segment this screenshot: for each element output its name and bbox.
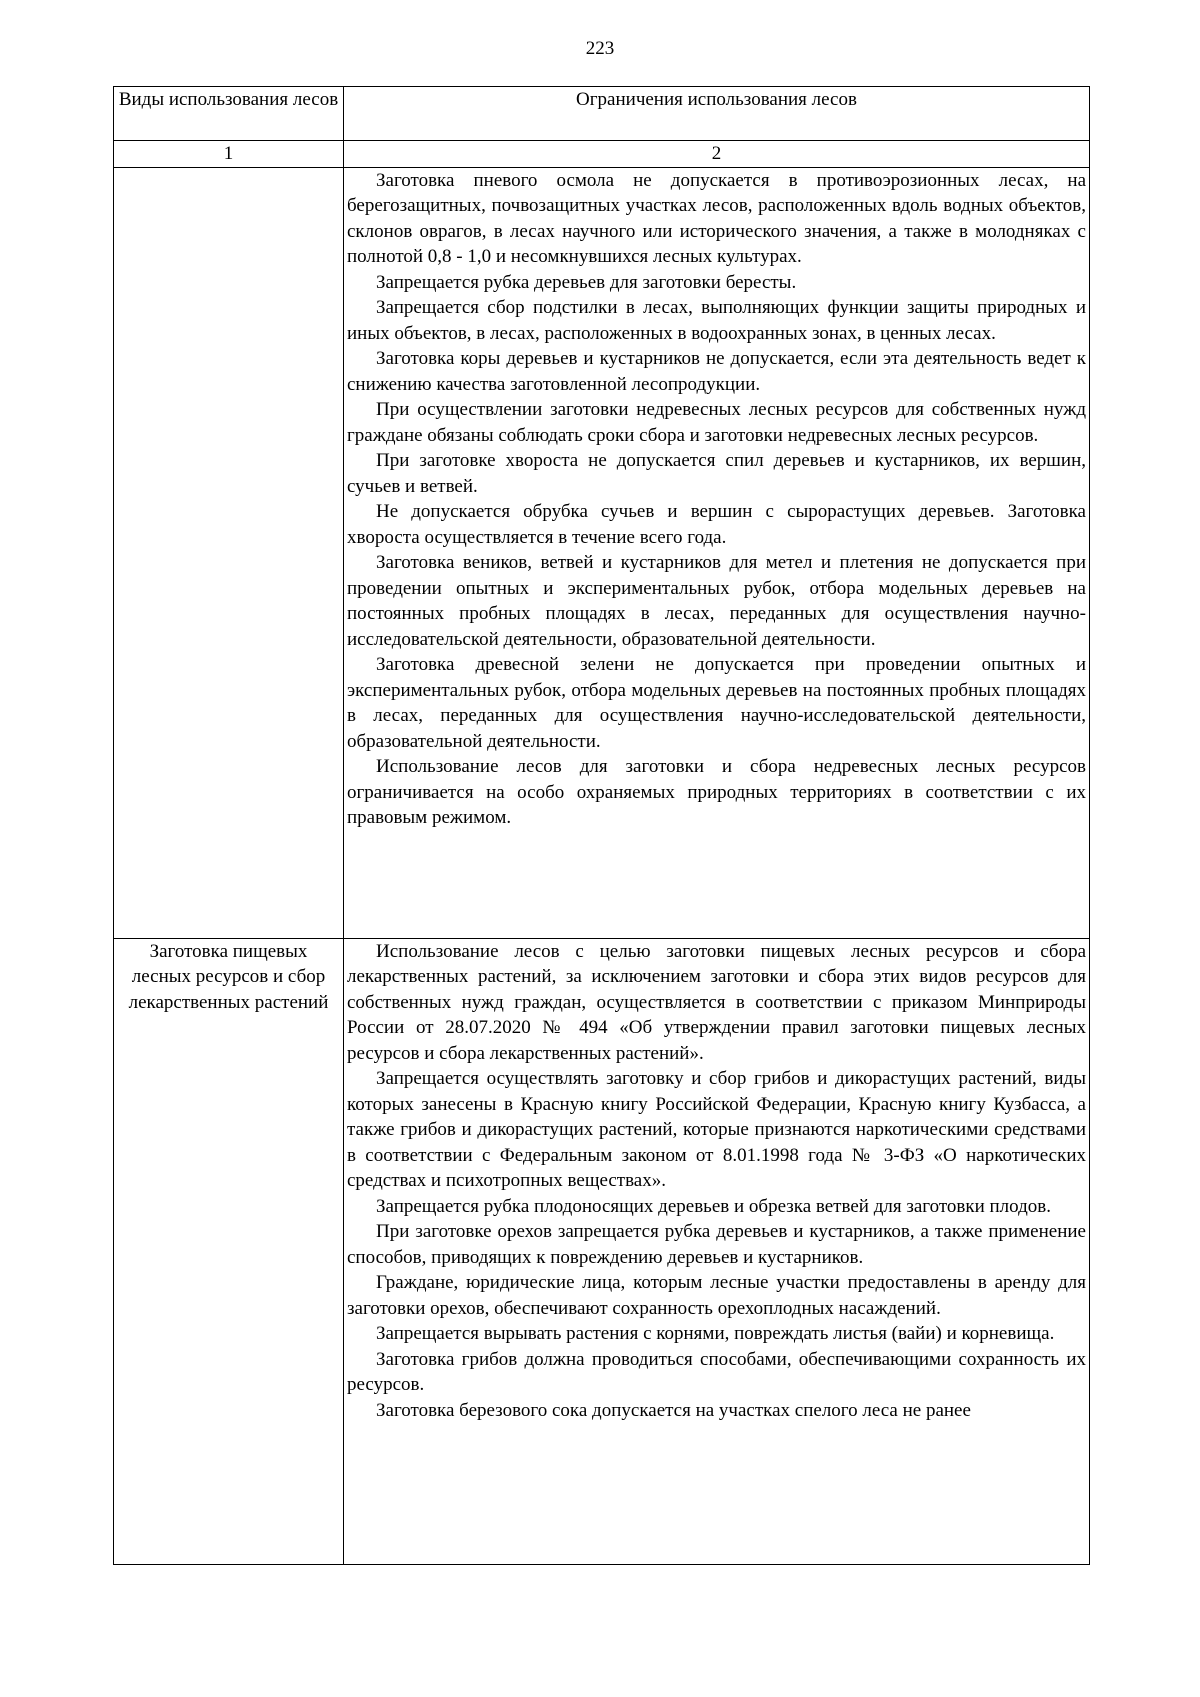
column-number-1: 1	[114, 141, 344, 168]
header-forest-use-types: Виды использования лесов	[114, 87, 344, 141]
column-number-2: 2	[344, 141, 1090, 168]
paragraph: Заготовка грибов должна проводиться способами, обеспечивающими сохранность их ресурсов.	[347, 1348, 1086, 1395]
table-header-row	[114, 87, 1090, 141]
paragraph: Запрещается рубка плодоносящих деревьев и обрезка ветвей для заготовки плодов.	[376, 1195, 1052, 1217]
row-2-restrictions	[344, 938, 1090, 1564]
paragraph: Заготовка березового сока допускается на участках спелого леса не ранее	[376, 1399, 971, 1421]
paragraph: При заготовке хвороста не допускается спил деревьев и кустарников, их вершин, сучьев и ветвей.	[347, 450, 1086, 497]
paragraph: Использование лесов с целью заготовки пищевых лесных ресурсов и сбора лекарственных растений, за исключением заготовки и сбора этих видов ресурсов для собственных нужд граждан, осуществляется в соответствии с приказом Минприроды России от 28.07.2020 № 494 «Об утверждении правил заготовки пищевых лесных ресурсов и сбора лекарственных растений».	[347, 940, 1086, 1064]
forest-use-restrictions-table	[113, 86, 1090, 1565]
header-forest-use-restrictions: Ограничения использования лесов	[344, 87, 1090, 141]
paragraph: Заготовка веников, ветвей и кустарников для метел и плетения не допускается при проведении опытных и экспериментальных рубок, отбора модельных деревьев на постоянных пробных площадях в лесах, переданных для осуществления научно-исследовательской деятельности, образовательной деятельности.	[347, 552, 1086, 650]
paragraph: Граждане, юридические лица, которым лесные участки предоставлены в аренду для заготовки орехов, обеспечивают сохранность орехоплодных насаждений.	[347, 1272, 1086, 1319]
table-row	[114, 167, 1090, 938]
page-number: 223	[585, 38, 615, 59]
paragraph: Запрещается сбор подстилки в лесах, выполняющих функции защиты природных и иных объектов, в лесах, расположенных в водоохранных зонах, в ценных лесах.	[347, 297, 1086, 344]
table-row	[114, 938, 1090, 1564]
row-1-restrictions	[344, 167, 1090, 938]
paragraph: Заготовка древесной зелени не допускается при проведении опытных и экспериментальных рубок, отбора модельных деревьев на постоянных пробных площадях в лесах, переданных для осуществления научно-исследовательской деятельности, образовательной деятельности.	[347, 654, 1086, 752]
paragraph: Заготовка коры деревьев и кустарников не допускается, если эта деятельность ведет к снижению качества заготовленной лесопродукции.	[347, 348, 1086, 395]
paragraph: Запрещается вырывать растения с корнями, повреждать листья (вайи) и корневища.	[376, 1323, 1055, 1344]
paragraph: Запрещается осуществлять заготовку и сбор грибов и дикорастущих растений, виды которых занесены в Красную книгу Российской Федерации, Красную книгу Кузбасса, а также грибов и дикорастущих растений, которые признаются наркотическими средствами в соответствии с Федеральным законом от 8.01.1998 года № 3-ФЗ «О наркотических средствах и психотропных веществах».	[347, 1068, 1086, 1191]
paragraph: Запрещается рубка деревьев для заготовки бересты.	[376, 271, 797, 293]
column-number-row	[114, 141, 1090, 168]
paragraph: При осуществлении заготовки недревесных лесных ресурсов для собственных нужд граждане обязаны соблюдать сроки сбора и заготовки недревесных лесных ресурсов.	[347, 399, 1086, 446]
row-2-use-type: Заготовка пищевых лесных ресурсов и сбор лекарственных растений	[114, 938, 344, 1564]
paragraph: Не допускается обрубка сучьев и вершин с сырорастущих деревьев. Заготовка хвороста осуществляется в течение всего года.	[347, 501, 1086, 548]
paragraph: Использование лесов для заготовки и сбора недревесных лесных ресурсов ограничивается на особо охраняемых природных территориях в соответствии с их правовым режимом.	[347, 756, 1086, 828]
paragraph: При заготовке орехов запрещается рубка деревьев и кустарников, а также применение способов, приводящих к повреждению деревьев и кустарников.	[347, 1221, 1086, 1268]
paragraph: Заготовка пневого осмола не допускается в противоэрозионных лесах, на берегозащитных, почвозащитных участках лесов, расположенных вдоль водных объектов, склонов оврагов, в лесах научного или исторического значения, а также в молодняках с полнотой 0,8 - 1,0 и несомкнувшихся лесных культурах.	[347, 169, 1086, 267]
row-1-use-type	[114, 167, 344, 938]
